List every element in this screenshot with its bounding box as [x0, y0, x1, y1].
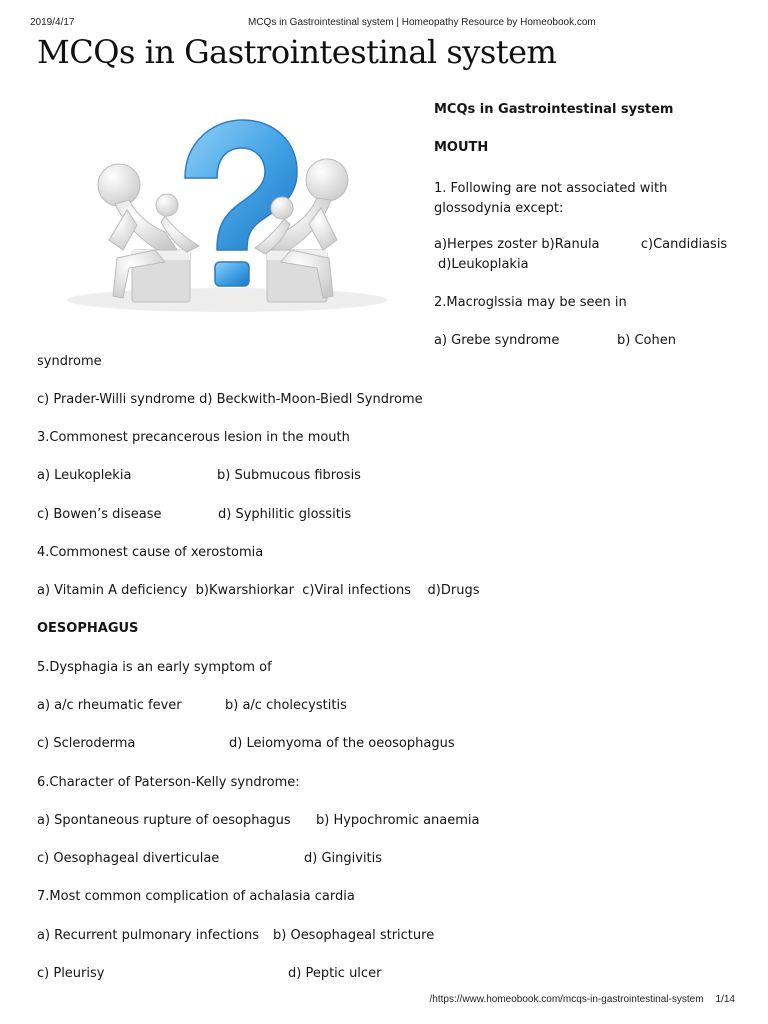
- footer-url[interactable]: /https://www.homeobook.com/mcqs-in-gastrointestinal-system: [429, 994, 704, 1005]
- q2-option-b-continued: syndrome: [37, 354, 102, 369]
- print-date: 2019/4/17: [30, 17, 75, 28]
- question-1: 1. Following are not associated with glossodynia except:: [434, 181, 668, 216]
- page-title: MCQs in Gastrointestinal system: [37, 33, 557, 71]
- page-number: 1/14: [715, 994, 735, 1005]
- q5-option-b: b) a/c cholecystitis: [225, 698, 347, 713]
- q2-option-b: b) Cohen: [617, 333, 676, 348]
- q1-options-line1: a)Herpes zoster b)Ranula c)Candidiasis: [434, 237, 728, 252]
- article-heading: MCQs in Gastrointestinal system: [434, 102, 674, 117]
- q6-option-b: b) Hypochromic anaemia: [316, 813, 480, 828]
- question-7: 7.Most common complication of achalasia cardia: [37, 889, 355, 904]
- question-thinkers-illustration: [37, 100, 417, 328]
- q5-option-a: a) a/c rheumatic fever: [37, 698, 182, 713]
- q5-option-c: c) Scleroderma: [37, 736, 136, 751]
- q7-option-c: c) Pleurisy: [37, 966, 105, 981]
- q6-option-a: a) Spontaneous rupture of oesophagus: [37, 813, 291, 828]
- question-2: 2.Macroglssia may be seen in: [434, 295, 627, 310]
- q7-option-a: a) Recurrent pulmonary infections: [37, 928, 259, 943]
- print-header: [0, 17, 768, 31]
- q5-option-d: d) Leiomyoma of the oeosophagus: [229, 736, 455, 751]
- section-heading-mouth: MOUTH: [434, 140, 489, 155]
- question-3: 3.Commonest precancerous lesion in the mouth: [37, 430, 350, 445]
- q7-option-b: b) Oesophageal stricture: [273, 928, 435, 943]
- question-5: 5.Dysphagia is an early symptom of: [37, 660, 272, 675]
- q3-option-d: d) Syphilitic glossitis: [218, 507, 352, 522]
- q3-option-b: b) Submucous fibrosis: [217, 468, 361, 483]
- q3-option-c: c) Bowen’s disease: [37, 507, 162, 522]
- q6-option-c: c) Oesophageal diverticulae: [37, 851, 220, 866]
- q2-option-a: a) Grebe syndrome: [434, 333, 560, 348]
- q7-option-d: d) Peptic ulcer: [288, 966, 382, 981]
- q1-options-line2: d)Leukoplakia: [438, 257, 529, 272]
- question-4: 4.Commonest cause of xerostomia: [37, 545, 264, 560]
- question-6: 6.Character of Paterson-Kelly syndrome:: [37, 775, 300, 790]
- section-heading-oesophagus: OESOPHAGUS: [37, 621, 139, 636]
- print-footer: [430, 994, 735, 1005]
- q3-option-a: a) Leukoplekia: [37, 468, 132, 483]
- q2-options-cd: c) Prader-Willi syndrome d) Beckwith-Moon-Biedl Syndrome: [37, 392, 423, 407]
- q6-option-d: d) Gingivitis: [304, 851, 383, 866]
- print-page-title: MCQs in Gastrointestinal system | Homeopathy Resource by Homeobook.com: [248, 17, 596, 28]
- q4-options: a) Vitamin A deficiency b)Kwarshiorkar c)Viral infections d)Drugs: [37, 583, 480, 598]
